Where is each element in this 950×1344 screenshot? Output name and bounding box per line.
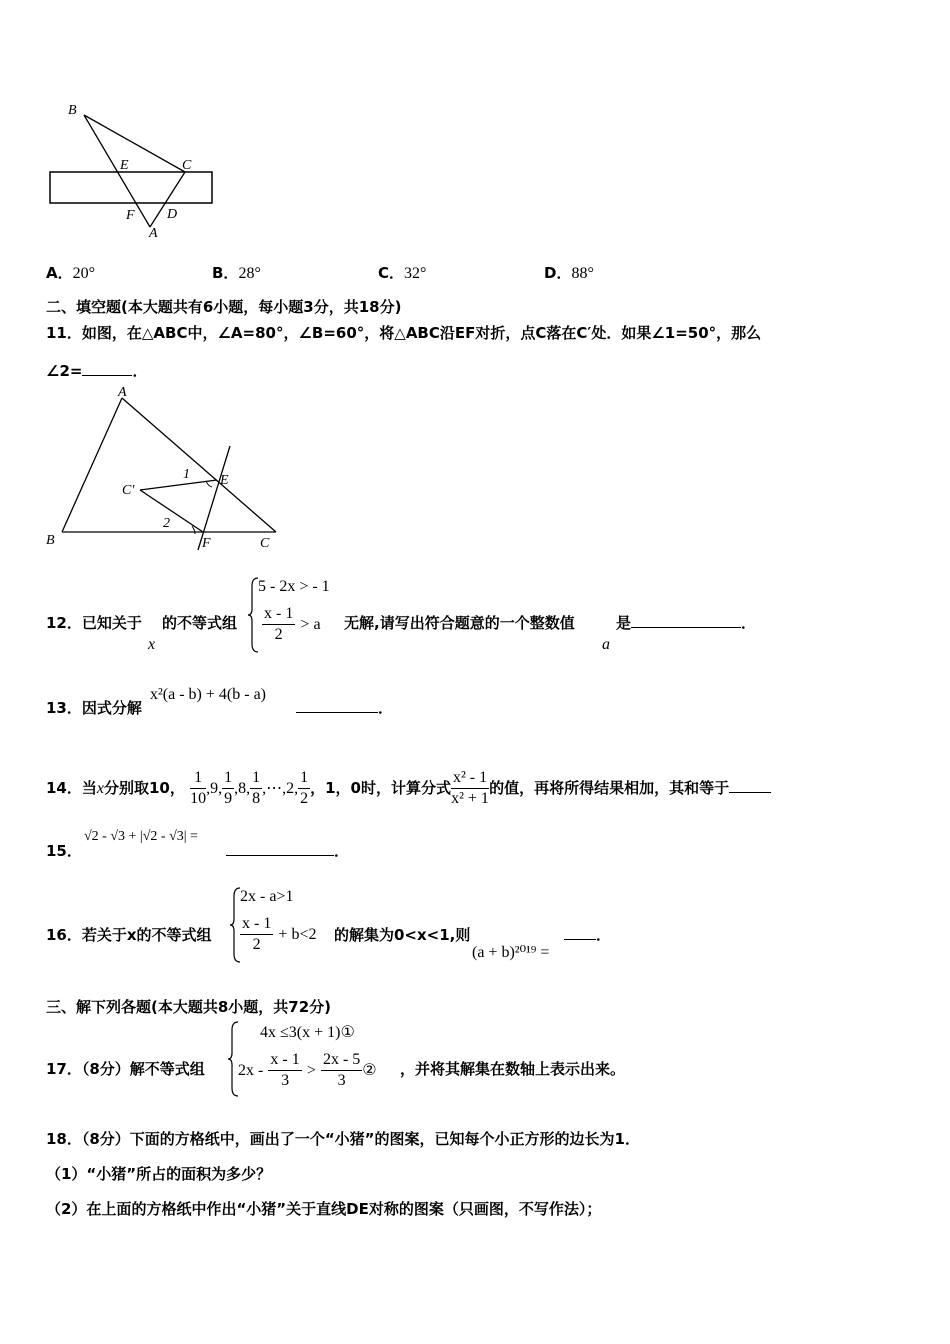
q15-number: 15． [46, 842, 82, 860]
q11-line2: ∠2= ． [46, 362, 148, 380]
segment-BC [84, 115, 185, 172]
q14-frac-1-8: $\frac{1}{8}$ [252, 769, 261, 807]
q16-mid: 的解集为0<x<1,则 [334, 926, 471, 944]
q17-post: ，并将其解集在数轴上表示出来。 [400, 1060, 626, 1078]
q13-prefix: 13．因式分解 [46, 699, 142, 717]
q11-label-2: 2 [163, 516, 170, 531]
q12-var-a: a [602, 636, 610, 653]
figure-q11-triangle [40, 384, 290, 556]
figure-parallel-lines [40, 95, 230, 245]
option-a: A．20° [46, 264, 96, 282]
q12-post: 无解,请写出符合题意的一个整数值 [344, 614, 575, 632]
segment-BA [84, 115, 150, 227]
strip-rectangle [50, 172, 212, 203]
q13-expr: x²(a - b) + 4(b - a) [150, 686, 266, 703]
q18-sub2: （2）在上面的方格纸中作出“小猪”关于直线DE对称的图案（只画图，不写作法）； [46, 1200, 602, 1218]
q12-mid: 的不等式组 [162, 614, 238, 632]
q12-ineq2: $\frac{x - 1}{2}$ > a [264, 605, 321, 643]
q14-frac-1-10: $\frac{1}{10}$ [190, 769, 207, 807]
q11-label-C: C [260, 536, 270, 551]
q17-ineq2: 2x - $\frac{x - 1}{3}$ > $\frac{2x - 5}{3}$ ② [238, 1051, 377, 1089]
q11-label-F: F [202, 536, 211, 551]
option-d: D．88° [544, 264, 594, 282]
q12-var-x: x [148, 636, 156, 653]
label-F: F [126, 208, 135, 223]
q16-prefix: 16．若关于x的不等式组 [46, 926, 212, 944]
option-c: C．32° [378, 264, 427, 282]
option-b: B．28° [212, 264, 261, 282]
q11-label-E: E [220, 473, 229, 488]
q11-label-B: B [46, 533, 55, 548]
q14-fraction: $\frac{\text{x² - 1}}{\text{x² + 1}}$ [451, 769, 489, 807]
q18-sub1: （1）“小猪”所占的面积为多少？ [46, 1165, 272, 1183]
q11-label-1: 1 [183, 467, 190, 482]
label-C: C [182, 158, 192, 173]
q11-label-A: A [118, 385, 127, 400]
q16-expr: (a + b)²⁰¹⁹ = [472, 944, 550, 961]
q12-ineq1: 5 - 2x > - 1 [258, 578, 330, 595]
q11-line1: 11．如图，在△ABC中，∠A=80°，∠B=60°，将△ABC沿EF对折，点C落在C′处．如果∠1=50°，那么 [46, 324, 762, 342]
label-B: B [68, 103, 77, 118]
q15-expr: √2 - √3 + |√2 - √3| = [84, 829, 198, 844]
q16-ineq1: 2x - a>1 [240, 888, 294, 905]
label-E: E [120, 158, 129, 173]
q14-frac-1-9: $\frac{1}{9}$ [224, 769, 233, 807]
label-D: D [167, 207, 178, 222]
q17-ineq1: 4x ≤3(x + 1)① [260, 1024, 355, 1041]
q15-answer: ． [226, 840, 349, 861]
q13-answer: ． [296, 697, 393, 718]
section-solve-heading: 三、解下列各题(本大题共8小题，共72分) [46, 998, 332, 1016]
q18-line1: 18．（8分）下面的方格纸中，画出了一个“小猪”的图案，已知每个小正方形的边长为1． [46, 1130, 640, 1148]
q12-prefix: 12．已知关于 [46, 614, 142, 632]
q11-label-C-prime: C′ [122, 483, 135, 498]
q14-frac-1-2: $\frac{1}{2}$ [300, 769, 309, 807]
q12-post2: 是 ． [616, 614, 757, 632]
q16-answer: ． [564, 924, 611, 945]
q17-prefix: 17．（8分）解不等式组 [46, 1060, 205, 1078]
section-fill-blank-heading: 二、填空题(本大题共有6小题，每小题3分，共18分) [46, 298, 402, 316]
q14-line: 14．当x分别取10， $\frac{1}{10}$ ,9, $\frac{1}{9}$ ,8, $\frac{1}{8}$ ,⋯,2, $\frac{1}{2}$ ，1，0时，计算分式 $\frac{\text{x² - 1}}{\text{x² + 1}}$ 的值，再将所得结果相加，其和等于 [46, 768, 771, 809]
q16-ineq2: $\frac{x - 1}{2}$ + b<2 [242, 915, 317, 953]
label-A: A [149, 226, 158, 241]
